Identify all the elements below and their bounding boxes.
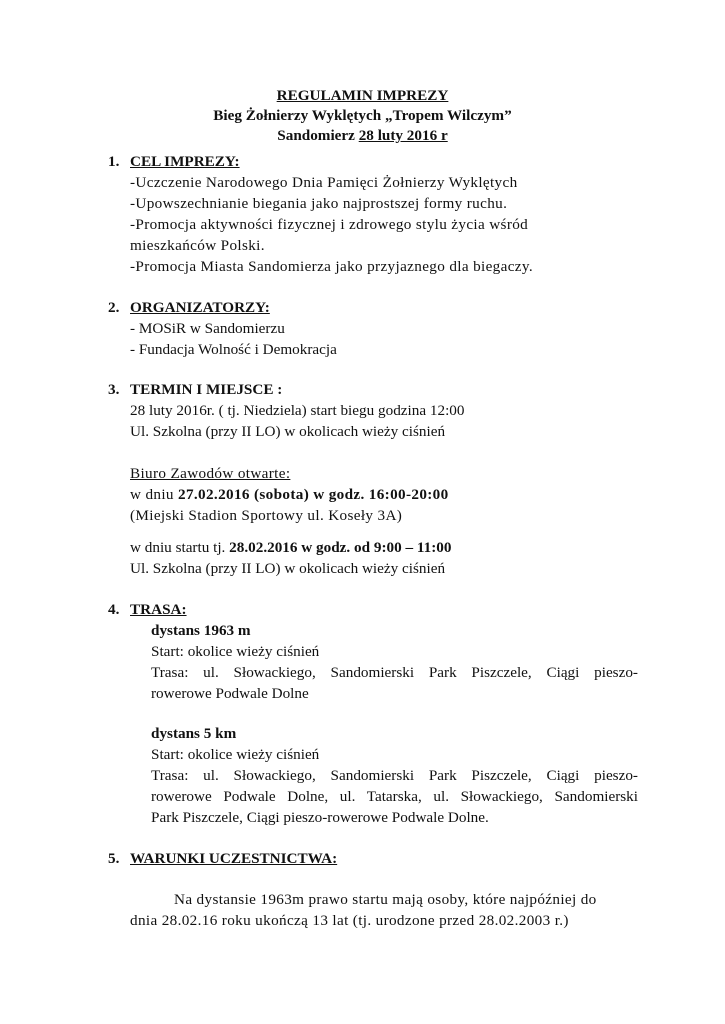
office-1-time: 27.02.2016 (sobota) w godz. 16:00-20:00 [178,486,449,503]
distance-long-start: Start: okolice wieży ciśnień [151,746,320,763]
goal-line-3: -Promocja aktywności fizycznej i zdrowego stylu życia wśród [130,216,529,233]
section-1-heading: CEL IMPREZY: [130,153,240,170]
organizer-1: - MOSiR w Sandomierzu [130,320,285,337]
section-4-heading: TRASA: [130,601,187,618]
event-date: 28 luty 2016 r [358,127,448,144]
conditions-line-1: Na dystansie 1963m prawo startu mają osoby, które najpóźniej do [174,891,597,908]
office-hours-2 [130,538,451,558]
document-place-date [0,126,725,146]
document-subtitle: Bieg Żołnierzy Wyklętych „Tropem Wilczym” [213,107,512,124]
event-start-line: 28 luty 2016r. ( tj. Niedziela) start biegu godzina 12:00 [130,402,465,419]
conditions-line-2: dnia 28.02.16 roku ukończą 13 lat (tj. urodzone przed 28.02.2003 r.) [130,912,569,929]
organizer-2: - Fundacja Wolność i Demokracja [130,341,337,358]
distance-short-route-2: rowerowe Podwale Dolne [151,685,309,702]
section-4-number: 4. [108,601,120,618]
office-hours-1 [130,485,449,505]
distance-long-route-2: rowerowe Podwale Dolne, ul. Tatarska, ul. Słowackiego, Sandomierski [151,788,638,805]
distance-short-start: Start: okolice wieży ciśnień [151,643,320,660]
event-location-line: Ul. Szkolna (przy II LO) w okolicach wieży ciśnień [130,423,446,440]
section-1-number: 1. [108,153,120,170]
office-heading: Biuro Zawodów otwarte: [130,465,291,482]
distance-long-label: dystans 5 km [151,725,237,742]
distance-long-route-1: Trasa: ul. Słowackiego, Sandomierski Park Piszczele, Ciągi pieszo- [151,767,638,784]
office-2-prefix: w dniu startu tj. [130,539,230,556]
distance-short-label: dystans 1963 m [151,622,251,639]
goal-line-2: -Upowszechnianie biegania jako najprostszej formy ruchu. [130,195,508,212]
document-title: REGULAMIN IMPREZY [276,87,449,104]
section-3-number: 3. [108,381,120,398]
office-1-prefix: w dniu [130,486,179,503]
distance-long-route-3: Park Piszczele, Ciągi pieszo-rowerowe Podwale Dolne. [151,809,489,826]
place: Sandomierz [277,127,355,144]
section-5-heading: WARUNKI UCZESTNICTWA: [130,850,338,867]
section-3-heading: TERMIN I MIEJSCE : [130,381,283,398]
section-2-number: 2. [108,299,120,316]
office-place-1: (Miejski Stadion Sportowy ul. Koseły 3A) [130,507,403,524]
distance-short-route-1: Trasa: ul. Słowackiego, Sandomierski Park Piszczele, Ciągi pieszo- [151,664,638,681]
goal-line-4: mieszkańców Polski. [130,237,265,254]
section-5-number: 5. [108,850,120,867]
office-2-time: 28.02.2016 w godz. od 9:00 – 11:00 [229,539,452,556]
section-2-heading: ORGANIZATORZY: [130,299,270,316]
office-place-2: Ul. Szkolna (przy II LO) w okolicach wieży ciśnień [130,560,446,577]
goal-line-1: -Uczczenie Narodowego Dnia Pamięci Żołnierzy Wyklętych [130,174,518,191]
goal-line-5: -Promocja Miasta Sandomierza jako przyjaznego dla biegaczy. [130,258,533,275]
